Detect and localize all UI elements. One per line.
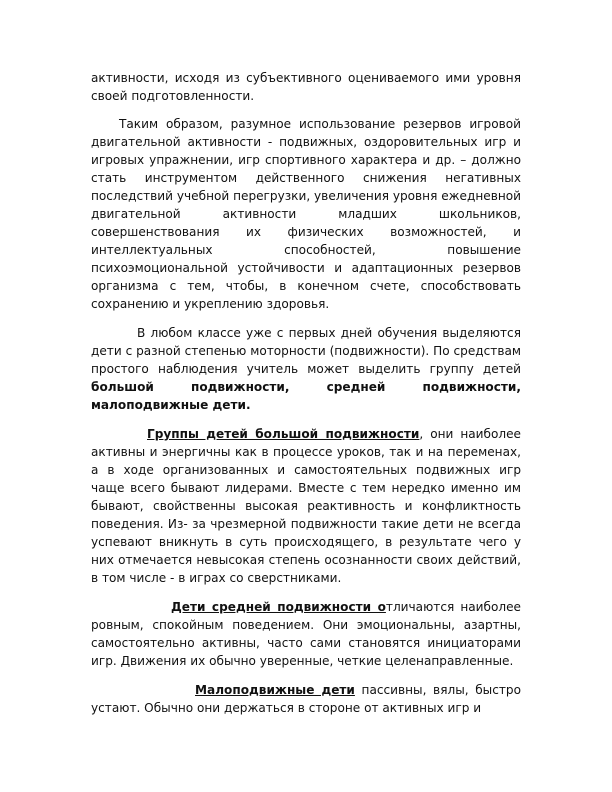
paragraph-text: пассивны, вялы, быстро устают. Обычно они держаться в стороне от активных игр и <box>91 683 521 715</box>
paragraph-text: , они наиболее активны и энергичны как в процессе уроков, так и на переменах, а в ходе организованных и самостоятельных подвижных игр чаще всего бывают лидерами. Вместе с тем нередко именно им бывают, свойственны высокая реактивность и конфликтность поведения. Из- за чрезмерной подвижности такие дети не всегда успевают вникнуть в суть происходящего, в результате чего у них отмечается невысокая степень осознанности своих действий, в том числе - в играх со сверстниками. <box>91 427 521 585</box>
paragraph-text: В любом классе уже с первых дней обучения выделяются дети с разной степенью моторности (подвижности). По средствам простого наблюдения учитель может выделить группу детей <box>91 326 521 376</box>
paragraph-mobility-groups <box>91 324 521 414</box>
paragraph-bold-groups: большой подвижности, средней подвижности, малоподвижные дети. <box>91 380 521 412</box>
paragraph-text: активности, исходя из субъективного оцениваемого ими уровня своей подготовленности. <box>91 71 521 103</box>
paragraph-text: тличаются наиболее ровным, спокойным поведением. Они эмоциональны, азартны, самостоятельно активны, часто сами становятся инициаторами игр. Движения их обычно уверенные, четкие целенаправленные. <box>91 600 521 668</box>
paragraph-text: Таким образом, разумное использование резервов игровой двигательной активности - подвижных, оздоровительных игр и игровых упражнении, игр спортивного характера и др. – должно стать инструментом действенного снижения негативных последствий учебной перегрузки, увеличения уровня ежедневной двигательной активности младших школьников, совершенствования их физических возможностей, и интеллектуальных способностей, повышение психоэмоциональной устойчивости и адаптационных резервов организма с тем, чтобы, в конечном счете, способствовать сохранению и укреплению здоровья. <box>91 117 521 311</box>
paragraph-high-mobility <box>91 425 521 587</box>
section-heading-medium-mobility: Дети средней подвижности о <box>171 600 386 614</box>
section-heading-low-mobility: Малоподвижные дети <box>195 683 355 697</box>
section-heading-high-mobility: Группы детей большой подвижности <box>147 427 420 441</box>
paragraph-low-mobility <box>91 681 521 717</box>
paragraph-game-activity <box>91 115 521 313</box>
paragraph-intro <box>91 69 521 105</box>
paragraph-medium-mobility <box>91 598 521 670</box>
